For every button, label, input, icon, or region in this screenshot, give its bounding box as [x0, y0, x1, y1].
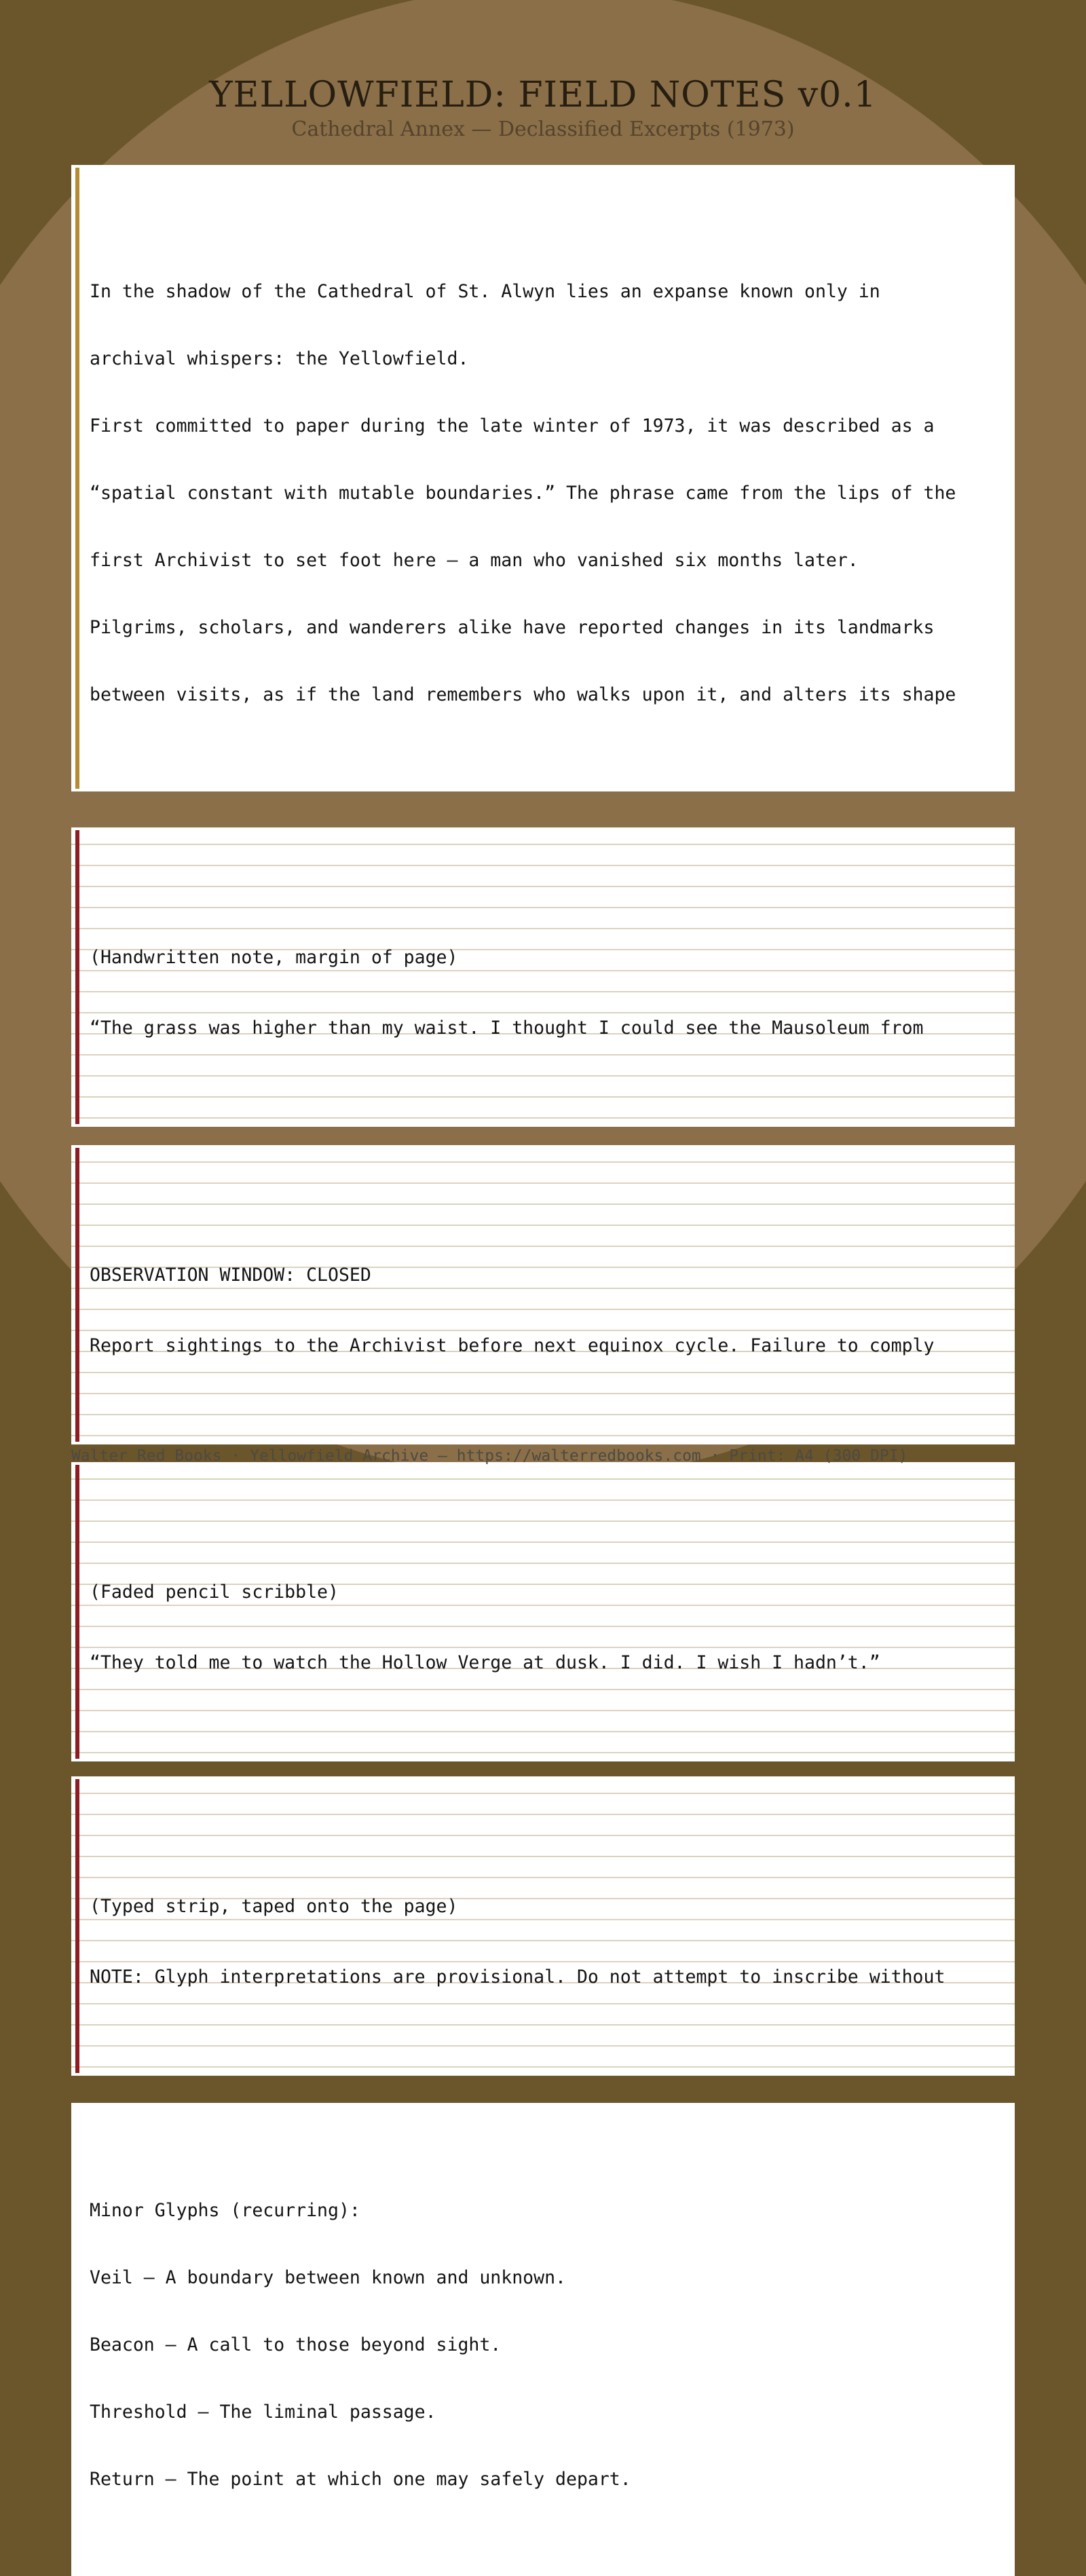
typed-strip-card [71, 1776, 1015, 2076]
text-line: Report sightings to the Archivist before next equinox cycle. Failure to comply [90, 1335, 935, 1356]
red-accent-stripe [75, 1148, 79, 1442]
intro-note-card [71, 165, 1015, 791]
text-line: “spatial constant with mutable boundaries.” The phrase came from the lips of the [90, 483, 956, 504]
text-line: between visits, as if the land remembers who walks upon it, and alters its shape [90, 684, 956, 705]
text-line: In the shadow of the Cathedral of St. Alwyn lies an expanse known only in [90, 281, 880, 302]
text-line: (Handwritten note, margin of page) [90, 947, 458, 968]
text-line: NOTE: Glyph interpretations are provisional. Do not attempt to inscribe without [90, 1966, 945, 1987]
document-header [71, 76, 1015, 141]
typed-strip-text [71, 1850, 1015, 2034]
minor-glyphs-card [71, 2103, 1015, 2576]
text-line: (Faded pencil scribble) [90, 1582, 339, 1603]
glyph-list-item: Return — The point at which one may safely depart. [90, 2469, 631, 2490]
red-accent-stripe [75, 1779, 79, 2073]
minor-glyphs-list [71, 2156, 1015, 2534]
text-line: First committed to paper during the late winter of 1973, it was described as a [90, 415, 935, 436]
footer-imprint: Walter Red Books · Yellowfield Archive — https://walterredbooks.com · Print: A4 (300 DPI) [71, 1447, 908, 1465]
intro-note-text [71, 237, 1015, 749]
observation-window-card [71, 1145, 1015, 1444]
text-line: “The grass was higher than my waist. I thought I could see the Mausoleum from [90, 1018, 924, 1039]
page-subtitle: Cathedral Annex — Declassified Excerpts (1973) [291, 117, 795, 141]
gold-accent-stripe [75, 168, 79, 789]
pencil-scribble-text [71, 1536, 1015, 1719]
page-title: YELLOWFIELD: FIELD NOTES v0.1 [209, 75, 877, 115]
red-accent-stripe [75, 1465, 79, 1759]
glyph-list-heading: Minor Glyphs (recurring): [90, 2200, 360, 2221]
glyph-list-item: Beacon — A call to those beyond sight. [90, 2334, 502, 2355]
pencil-scribble-card [71, 1462, 1015, 1761]
text-line: OBSERVATION WINDOW: CLOSED [90, 1265, 371, 1286]
observation-window-text [71, 1219, 1015, 1402]
red-accent-stripe [75, 830, 79, 1124]
text-line: first Archivist to set foot here — a man who vanished six months later. [90, 550, 859, 571]
text-line: archival whispers: the Yellowfield. [90, 348, 469, 369]
glyph-list-item: Veil — A boundary between known and unknown. [90, 2267, 566, 2288]
text-line: Pilgrims, scholars, and wanderers alike have reported changes in its landmarks [90, 617, 935, 638]
handwritten-note-text [71, 901, 1015, 1085]
text-line: “They told me to watch the Hollow Verge at dusk. I did. I wish I hadn’t.” [90, 1652, 880, 1673]
glyph-list-item: Threshold — The liminal passage. [90, 2402, 436, 2423]
text-line: (Typed strip, taped onto the page) [90, 1896, 458, 1917]
handwritten-note-card [71, 827, 1015, 1127]
